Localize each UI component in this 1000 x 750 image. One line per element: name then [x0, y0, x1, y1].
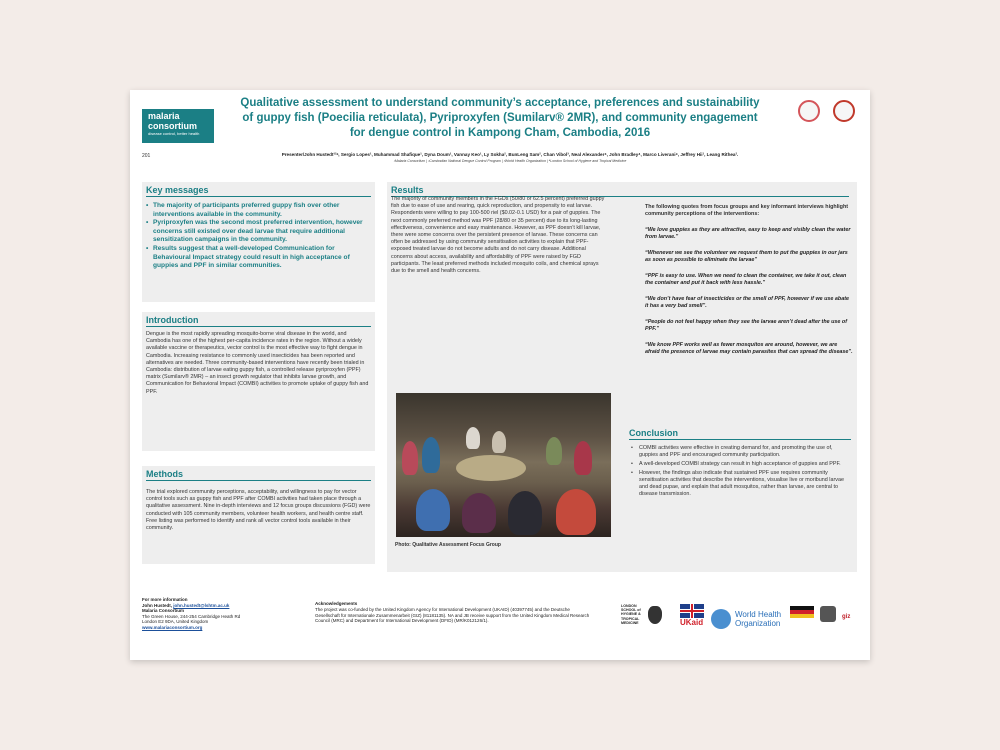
photo-caption: Photo: Qualitative Assessment Focus Group	[395, 542, 501, 548]
malaria-consortium-logo: malaria consortium disease control, better health	[142, 109, 214, 143]
lshtm-logo: LONDON SCHOOL of HYGIENE & TROPICAL MEDICINE	[621, 604, 663, 632]
quote-item: “Whenever we see the volunteer we request them to put the guppies in our jars as soon as possible to eliminate the larvae”	[645, 250, 848, 263]
contact-email-link[interactable]: john.hustedt@lshtm.ac.uk	[173, 602, 230, 608]
quote-item: “We don’t have fear of insecticides or the smell of PPF, however if we use abate it has a very bad smell”.	[645, 296, 850, 309]
key-message-item: • Pyriproxyfen was the second most preferred intervention, however concerns still existed over dead larvae that require additional sensitization campaigns in the community.	[146, 219, 371, 245]
conclusion-item: • However, the findings also indicate that sustained PPF use requires community sensitisation activities that describe the interventions, visualise live or moribund larvae and dead pupae, and explain that adult mosquitos, rather than larvae, are central to disease transmission.	[629, 470, 851, 498]
conclusion-title: Conclusion	[629, 428, 851, 440]
methods-text: The trial explored community perceptions, acceptability, and willingness to pay for vector control tools such as guppy fish and PPF after COMBI activities had taken place through a qualitative assessment. Nine in-depth interviews and 12 focus groups discussions (FGD) were conducted with 105 community members, volunteer health workers, and health centre staff. Free listing was performed to identify and rank all vector control tools available in their community.	[146, 489, 371, 532]
poster	[130, 90, 870, 660]
ukaid-logo: UKaid	[680, 604, 706, 632]
website-link[interactable]: www.malariaconsortium.org	[142, 624, 203, 630]
methods-title: Methods	[146, 469, 371, 481]
ministry-eagle-icon	[820, 606, 836, 622]
affiliations: ¹Malaria Consortium | ²Cambodian National Dengue Control Program | ³World Health Organization | ⁴London School of Hygiene and Tropical Medicine	[393, 159, 627, 163]
focus-group-photo	[396, 393, 611, 537]
quote-item: “PPF is easy to use. When we need to clean the container, we take it out, clean the container and put it back with less hassle.”	[645, 273, 847, 286]
quotes-intro: The following quotes from focus groups and key informant interviews highlight community perceptions of the interventions:	[645, 204, 849, 217]
who-emblem-icon	[711, 609, 731, 629]
crest-icon	[648, 606, 662, 624]
conclusion-item: • COMBI activities were effective in creating demand for, and promoting the use of, guppies and PPF and encouraged community participation.	[629, 445, 851, 459]
key-messages-list	[146, 202, 371, 271]
key-messages-panel	[142, 182, 375, 302]
key-messages-title: Key messages	[146, 185, 371, 197]
key-message-item: • Results suggest that a well-developed Communication for Behavioural Impact strategy could result in high acceptance of guppies and PPF in similar communities.	[146, 245, 371, 271]
germany-giz-logo: giz	[790, 604, 860, 632]
who-logo: World Health Organization	[711, 608, 787, 630]
conclusion-item: • A well-developed COMBI strategy can result in high acceptance of guppies and PPF.	[629, 461, 851, 468]
author-list: Presenter/John Hustedt¹²ᵃ, Sergio Lopes¹, Muhammad Shafique¹, Dyna Doum¹, Vannay Keo¹, Ly Sokha², BunLeng Sam², Chan Vibol³, Neal Alexander⁴, John Bradley⁴, Marco Liverani⁴, Jeffrey Hii¹, Leang Rithea².	[281, 152, 739, 157]
poster-title: Qualitative assessment to understand community’s acceptance, preferences and sustainability of guppy fish (Poecilia reticulata), Pyriproxyfen (Sumilarv® 2MR), and community engagement for dengue control in Kampong Cham, Cambodia, 2016	[240, 97, 760, 139]
acknowledgements: Acknowledgements The project was co-funded by the United Kingdom Agency for International Development (UKAID) (40397745) and the Deutsche Gesellschaft für Internationale Zusammenarbeit (GIZ) (81181135). NA and JB receive support from the United Kingdom Medical Research Council (MRC) and Department for International Development (DFID) (MR/K012126/1).	[315, 601, 590, 624]
introduction-title: Introduction	[146, 315, 371, 327]
results-text: The majority of community members in the FGDs (50/80 or 62.5 percent) preferred guppy fish due to ease of use and rearing, quick reproduction, and propensity to eat larvae. Respondents were willing to pay 100-500 riel ($0.02-0.1 USD) for a pair of guppies. The next commonly preferred method was PPF (28/80 or 35 percent) due to its long-lasting effectiveness, convenience and easy maintenance. However, as PPF doesn’t kill larvae, there were some concerns over the persistent presence of larvae. These concerns can often be addressed by using community sensitisation activities to explain that PPF-exposed treated larvae do not become adults and do not carry disease. Additional concerns about access, availability and affordability of PPF were raised by FGD participants. The least preferred methods included mosquito coils, and chemical sprays due to the smell and health concerns.	[391, 196, 605, 275]
contact-info: For more information John Hustedt, john.hustedt@lshtm.ac.uk Malaria Consortium The Green House, 244-254 Cambridge Heath Rd London E2 9DA, United Kingdom www.malariaconsortium.org	[142, 597, 241, 630]
quote-item: “People do not feel happy when they see the larvae aren’t dead after the use of PPF.”	[645, 319, 847, 332]
methods-panel	[142, 466, 375, 564]
ministry-seal-icon	[798, 100, 820, 122]
german-flag-icon	[790, 606, 814, 618]
quote-item: “We know PPF works well as fewer mosquitos are around, however, we are afraid the presence of larvae may contain parasites that can spread the disease”.	[645, 342, 853, 355]
quotes-column	[645, 204, 853, 356]
conclusion-list	[629, 445, 851, 498]
health-emblem-icon	[833, 100, 855, 122]
introduction-panel	[142, 312, 375, 451]
introduction-text: Dengue is the most rapidly spreading mosquito-borne viral disease in the world, and Cambodia has one of the highest per-capita incidence rates in the region. Without a widely available vaccine or therapeutics, vector control is the most effective way to fight dengue in Cambodia. Increasing resistance to commonly used insecticides has been reported and alternatives are needed. Three community-based interventions have recently been trialed in Cambodia: distribution of larvae eating guppy fish, a controlled release pyriproxyfen (PPF) matrix (Sumilarv® 2MR) – an insect growth regulator that inhibits larvae growth, and Communication for Behavioral Impact (COMBI) activities to promote uptake of guppy fish and PPF.	[146, 331, 369, 395]
results-title: Results	[391, 185, 849, 197]
quote-item: “We love guppies as they are attractive, easy to keep and visibly clean the water from larvae.”	[645, 227, 851, 240]
poster-number: 201	[142, 153, 151, 159]
union-flag-icon	[680, 604, 704, 618]
conclusion-section	[629, 428, 851, 500]
key-message-item: • The majority of participants preferred guppy fish over other interventions available in the community.	[146, 202, 371, 219]
